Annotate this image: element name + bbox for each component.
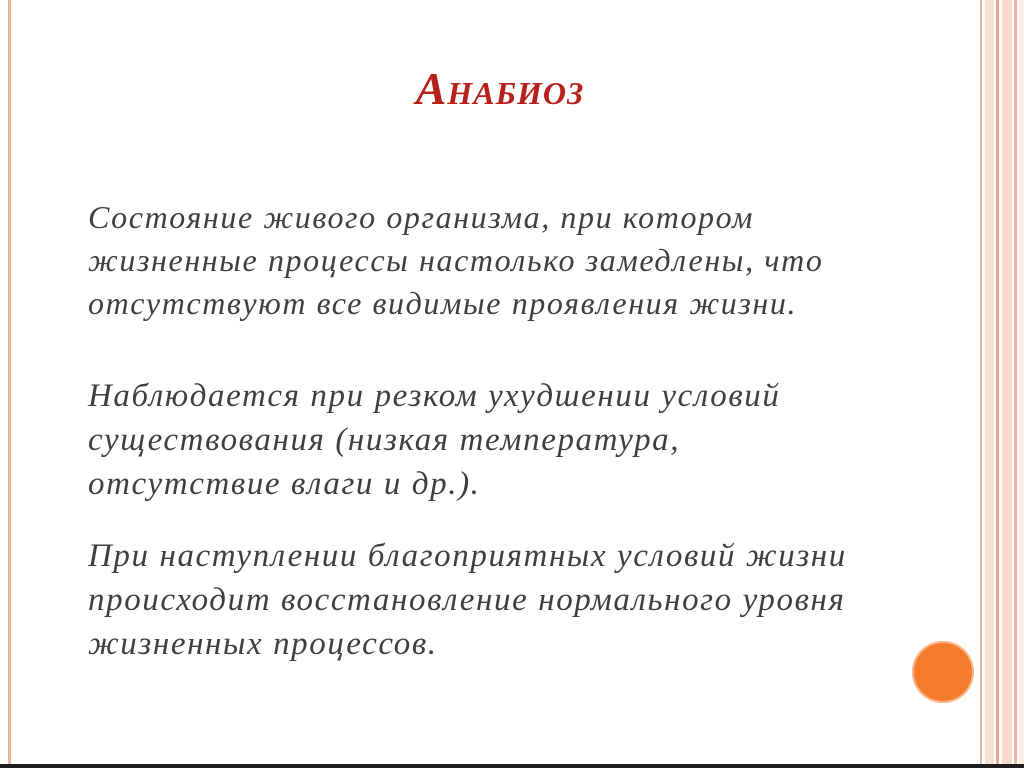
bottom-border-line	[0, 764, 1024, 768]
stripe	[980, 0, 982, 768]
stripe	[985, 0, 994, 768]
stripe	[996, 0, 999, 768]
paragraph-recovery: При наступлении благоприятных условий жизни происходит восстановление нормального уровня жизненных процессов.	[88, 538, 847, 662]
paragraph-conditions: Наблюдается при резком ухудшении условий существования (низкая температура, отсутствие влаги и др.).	[88, 378, 781, 502]
left-border-line	[8, 0, 11, 768]
stripe	[1019, 0, 1024, 768]
paragraph-definition: Состояние живого организма, при котором жизненные процессы настолько замедлены, что отсутствуют все видимые проявления жизни.	[88, 199, 824, 321]
orange-circle-decoration	[912, 641, 974, 703]
stripe	[1002, 0, 1012, 768]
right-decorative-stripes	[980, 0, 1024, 768]
slide-title: Анабиоз	[415, 63, 585, 114]
stripe	[1014, 0, 1017, 768]
